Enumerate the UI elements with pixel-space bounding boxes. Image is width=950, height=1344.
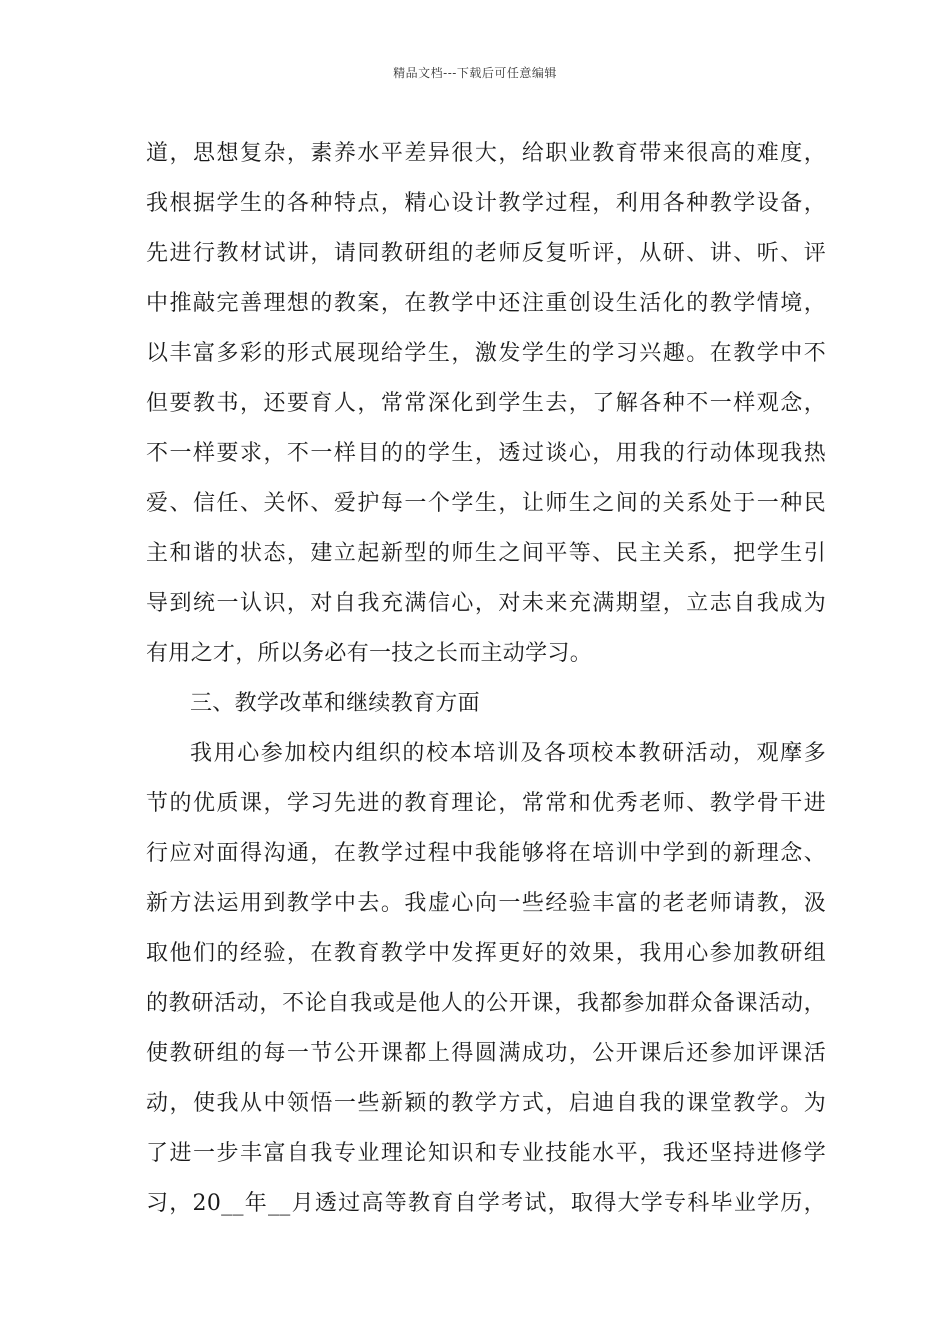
text-line: 爱、信任、关怀、爱护每一个学生，让师生之间的关系处于一种民 <box>146 491 826 516</box>
text-line: 先进行教材试讲，请同教研组的老师反复听评，从研、讲、听、评 <box>146 241 826 266</box>
text-line: 使教研组的每一节公开课都上得圆满成功，公开课后还参加评课活 <box>146 1041 826 1066</box>
text-line: 动，使我从中领悟一些新颖的教学方式，启迪自我的课堂教学。为 <box>146 1091 826 1116</box>
section-heading: 三、教学改革和继续教育方面 <box>190 691 480 716</box>
text-line: 有用之才，所以务必有一技之长而主动学习。 <box>146 641 593 666</box>
text-line: 不一样要求，不一样目的的学生，透过谈心，用我的行动体现我热 <box>146 441 826 466</box>
text-line: 习，20__年__月透过高等教育自学考试，取得大学专科毕业学历， <box>146 1191 826 1216</box>
text-line: 主和谐的状态，建立起新型的师生之间平等、民主关系，把学生引 <box>146 541 826 566</box>
text-line: 节的优质课，学习先进的教育理论，常常和优秀老师、教学骨干进 <box>146 791 826 816</box>
text-line: 新方法运用到教学中去。我虚心向一些经验丰富的老老师请教，汲 <box>146 891 826 916</box>
page-header: 精品文档---下载后可任意编辑 <box>393 66 557 80</box>
text-line: 中推敲完善理想的教案，在教学中还注重创设生活化的教学情境， <box>146 291 826 316</box>
text-line: 的教研活动，不论自我或是他人的公开课，我都参加群众备课活动， <box>146 991 826 1016</box>
text-line: 行应对面得沟通，在教学过程中我能够将在培训中学到的新理念、 <box>146 841 826 866</box>
document-body <box>146 129 826 1229</box>
text-line: 了进一步丰富自我专业理论知识和专业技能水平，我还坚持进修学 <box>146 1141 826 1166</box>
text-line: 我用心参加校内组织的校本培训及各项校本教研活动，观摩多 <box>190 741 826 766</box>
text-line: 导到统一认识，对自我充满信心，对未来充满期望，立志自我成为 <box>146 591 826 616</box>
text-line: 以丰富多彩的形式展现给学生，激发学生的学习兴趣。在教学中不 <box>146 341 826 366</box>
text-line: 道，思想复杂，素养水平差异很大，给职业教育带来很高的难度， <box>146 141 826 166</box>
text-line: 取他们的经验，在教育教学中发挥更好的效果，我用心参加教研组 <box>146 941 826 966</box>
text-line: 我根据学生的各种特点，精心设计教学过程，利用各种教学设备， <box>146 191 826 216</box>
text-line: 但要教书，还要育人，常常深化到学生去，了解各种不一样观念， <box>146 391 826 416</box>
